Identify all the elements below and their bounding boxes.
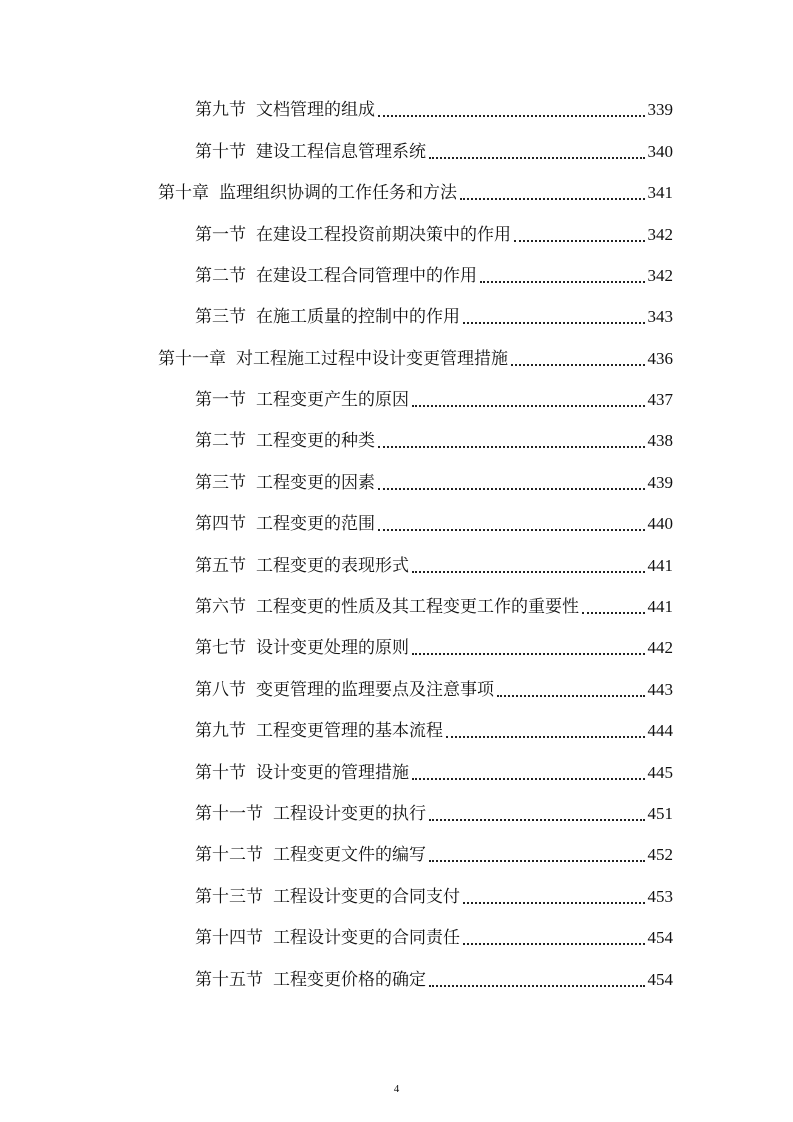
entry-number: 第五节 [195,556,246,576]
dot-leader [378,446,645,448]
entry-title: 工程设计变更的执行 [273,804,426,824]
entry-number: 第十五节 [195,970,263,990]
toc-entry [195,679,673,701]
entry-title: 工程设计变更的合同责任 [273,928,460,948]
dot-leader [463,902,645,904]
entry-page: 439 [647,473,673,492]
dot-leader [429,860,645,862]
entry-number: 第四节 [195,514,246,534]
entry-page: 451 [647,804,673,823]
entry-page: 340 [647,142,673,161]
entry-title: 工程变更的种类 [256,431,375,451]
toc-entry [158,348,673,370]
toc-entry [195,637,673,659]
entry-title: 工程变更的范围 [256,514,375,534]
entry-title: 设计变更处理的原则 [256,638,409,658]
toc-entry [195,803,673,825]
entry-number: 第九节 [195,100,246,120]
entry-title: 变更管理的监理要点及注意事项 [256,680,494,700]
entry-title: 文档管理的组成 [256,100,375,120]
toc-entry [195,844,673,866]
entry-page: 453 [647,887,673,906]
toc-entry [195,762,673,784]
entry-title: 工程变更的表现形式 [256,556,409,576]
entry-title: 在建设工程合同管理中的作用 [256,266,477,286]
toc-entry [195,927,673,949]
entry-page: 341 [647,183,673,202]
toc-entry [195,513,673,535]
entry-number: 第二节 [195,266,246,286]
toc-entry [195,224,673,246]
entry-title: 工程变更产生的原因 [256,390,409,410]
entry-title: 对工程施工过程中设计变更管理措施 [236,349,508,369]
dot-leader [378,488,645,490]
entry-number: 第一节 [195,390,246,410]
entry-title: 在施工质量的控制中的作用 [256,307,460,327]
entry-page: 445 [647,763,673,782]
dot-leader [497,695,645,697]
toc-entry [195,265,673,287]
dot-leader [412,778,645,780]
entry-number: 第九节 [195,721,246,741]
entry-number: 第十二节 [195,845,263,865]
toc-entry [195,99,673,121]
page-number: 4 [393,1083,400,1095]
dot-leader [378,529,645,531]
entry-title: 设计变更的管理措施 [256,763,409,783]
dot-leader [514,240,645,242]
dot-leader [460,198,645,200]
entry-page: 454 [647,970,673,989]
toc-entry [195,389,673,411]
toc-entry [195,886,673,908]
dot-leader [446,736,645,738]
dot-leader [463,322,645,324]
entry-page: 441 [647,597,673,616]
dot-leader [429,985,645,987]
dot-leader [463,943,645,945]
toc-entry [195,306,673,328]
entry-page: 441 [647,556,673,575]
entry-page: 452 [647,845,673,864]
entry-page: 436 [647,349,673,368]
dot-leader [480,281,645,283]
dot-leader [412,405,645,407]
toc-entry [195,596,673,618]
toc-entry [195,141,673,163]
entry-page: 444 [647,721,673,740]
entry-number: 第一节 [195,225,246,245]
dot-leader [412,571,645,573]
entry-number: 第三节 [195,473,246,493]
entry-page: 442 [647,638,673,657]
entry-title: 监理组织协调的工作任务和方法 [219,183,457,203]
entry-number: 第十节 [195,142,246,162]
entry-title: 在建设工程投资前期决策中的作用 [256,225,511,245]
entry-title: 工程变更文件的编写 [273,845,426,865]
toc-entry [195,969,673,991]
dot-leader [429,157,645,159]
entry-page: 454 [647,928,673,947]
toc-entry [195,720,673,742]
entry-number: 第十一章 [158,349,226,369]
entry-number: 第二节 [195,431,246,451]
entry-page: 342 [647,225,673,244]
entry-page: 440 [647,514,673,533]
entry-title: 工程变更的性质及其工程变更工作的重要性 [256,597,579,617]
toc-entry [195,555,673,577]
entry-title: 工程设计变更的合同支付 [273,887,460,907]
toc-entry [158,182,673,204]
entry-number: 第十一节 [195,804,263,824]
toc-entry [195,472,673,494]
entry-number: 第十章 [158,183,209,203]
entry-page: 438 [647,431,673,450]
entry-number: 第十节 [195,763,246,783]
entry-page: 339 [647,100,673,119]
entry-number: 第八节 [195,680,246,700]
entry-number: 第三节 [195,307,246,327]
entry-number: 第十四节 [195,928,263,948]
entry-page: 443 [647,680,673,699]
entry-title: 建设工程信息管理系统 [256,142,426,162]
dot-leader [378,115,645,117]
dot-leader [582,612,645,614]
entry-number: 第十三节 [195,887,263,907]
dot-leader [412,653,645,655]
entry-page: 437 [647,390,673,409]
entry-title: 工程变更管理的基本流程 [256,721,443,741]
dot-leader [511,364,645,366]
entry-page: 343 [647,307,673,326]
entry-title: 工程变更的因素 [256,473,375,493]
entry-number: 第六节 [195,597,246,617]
toc-entry [195,430,673,452]
dot-leader [429,819,645,821]
entry-page: 342 [647,266,673,285]
entry-title: 工程变更价格的确定 [273,970,426,990]
entry-number: 第七节 [195,638,246,658]
